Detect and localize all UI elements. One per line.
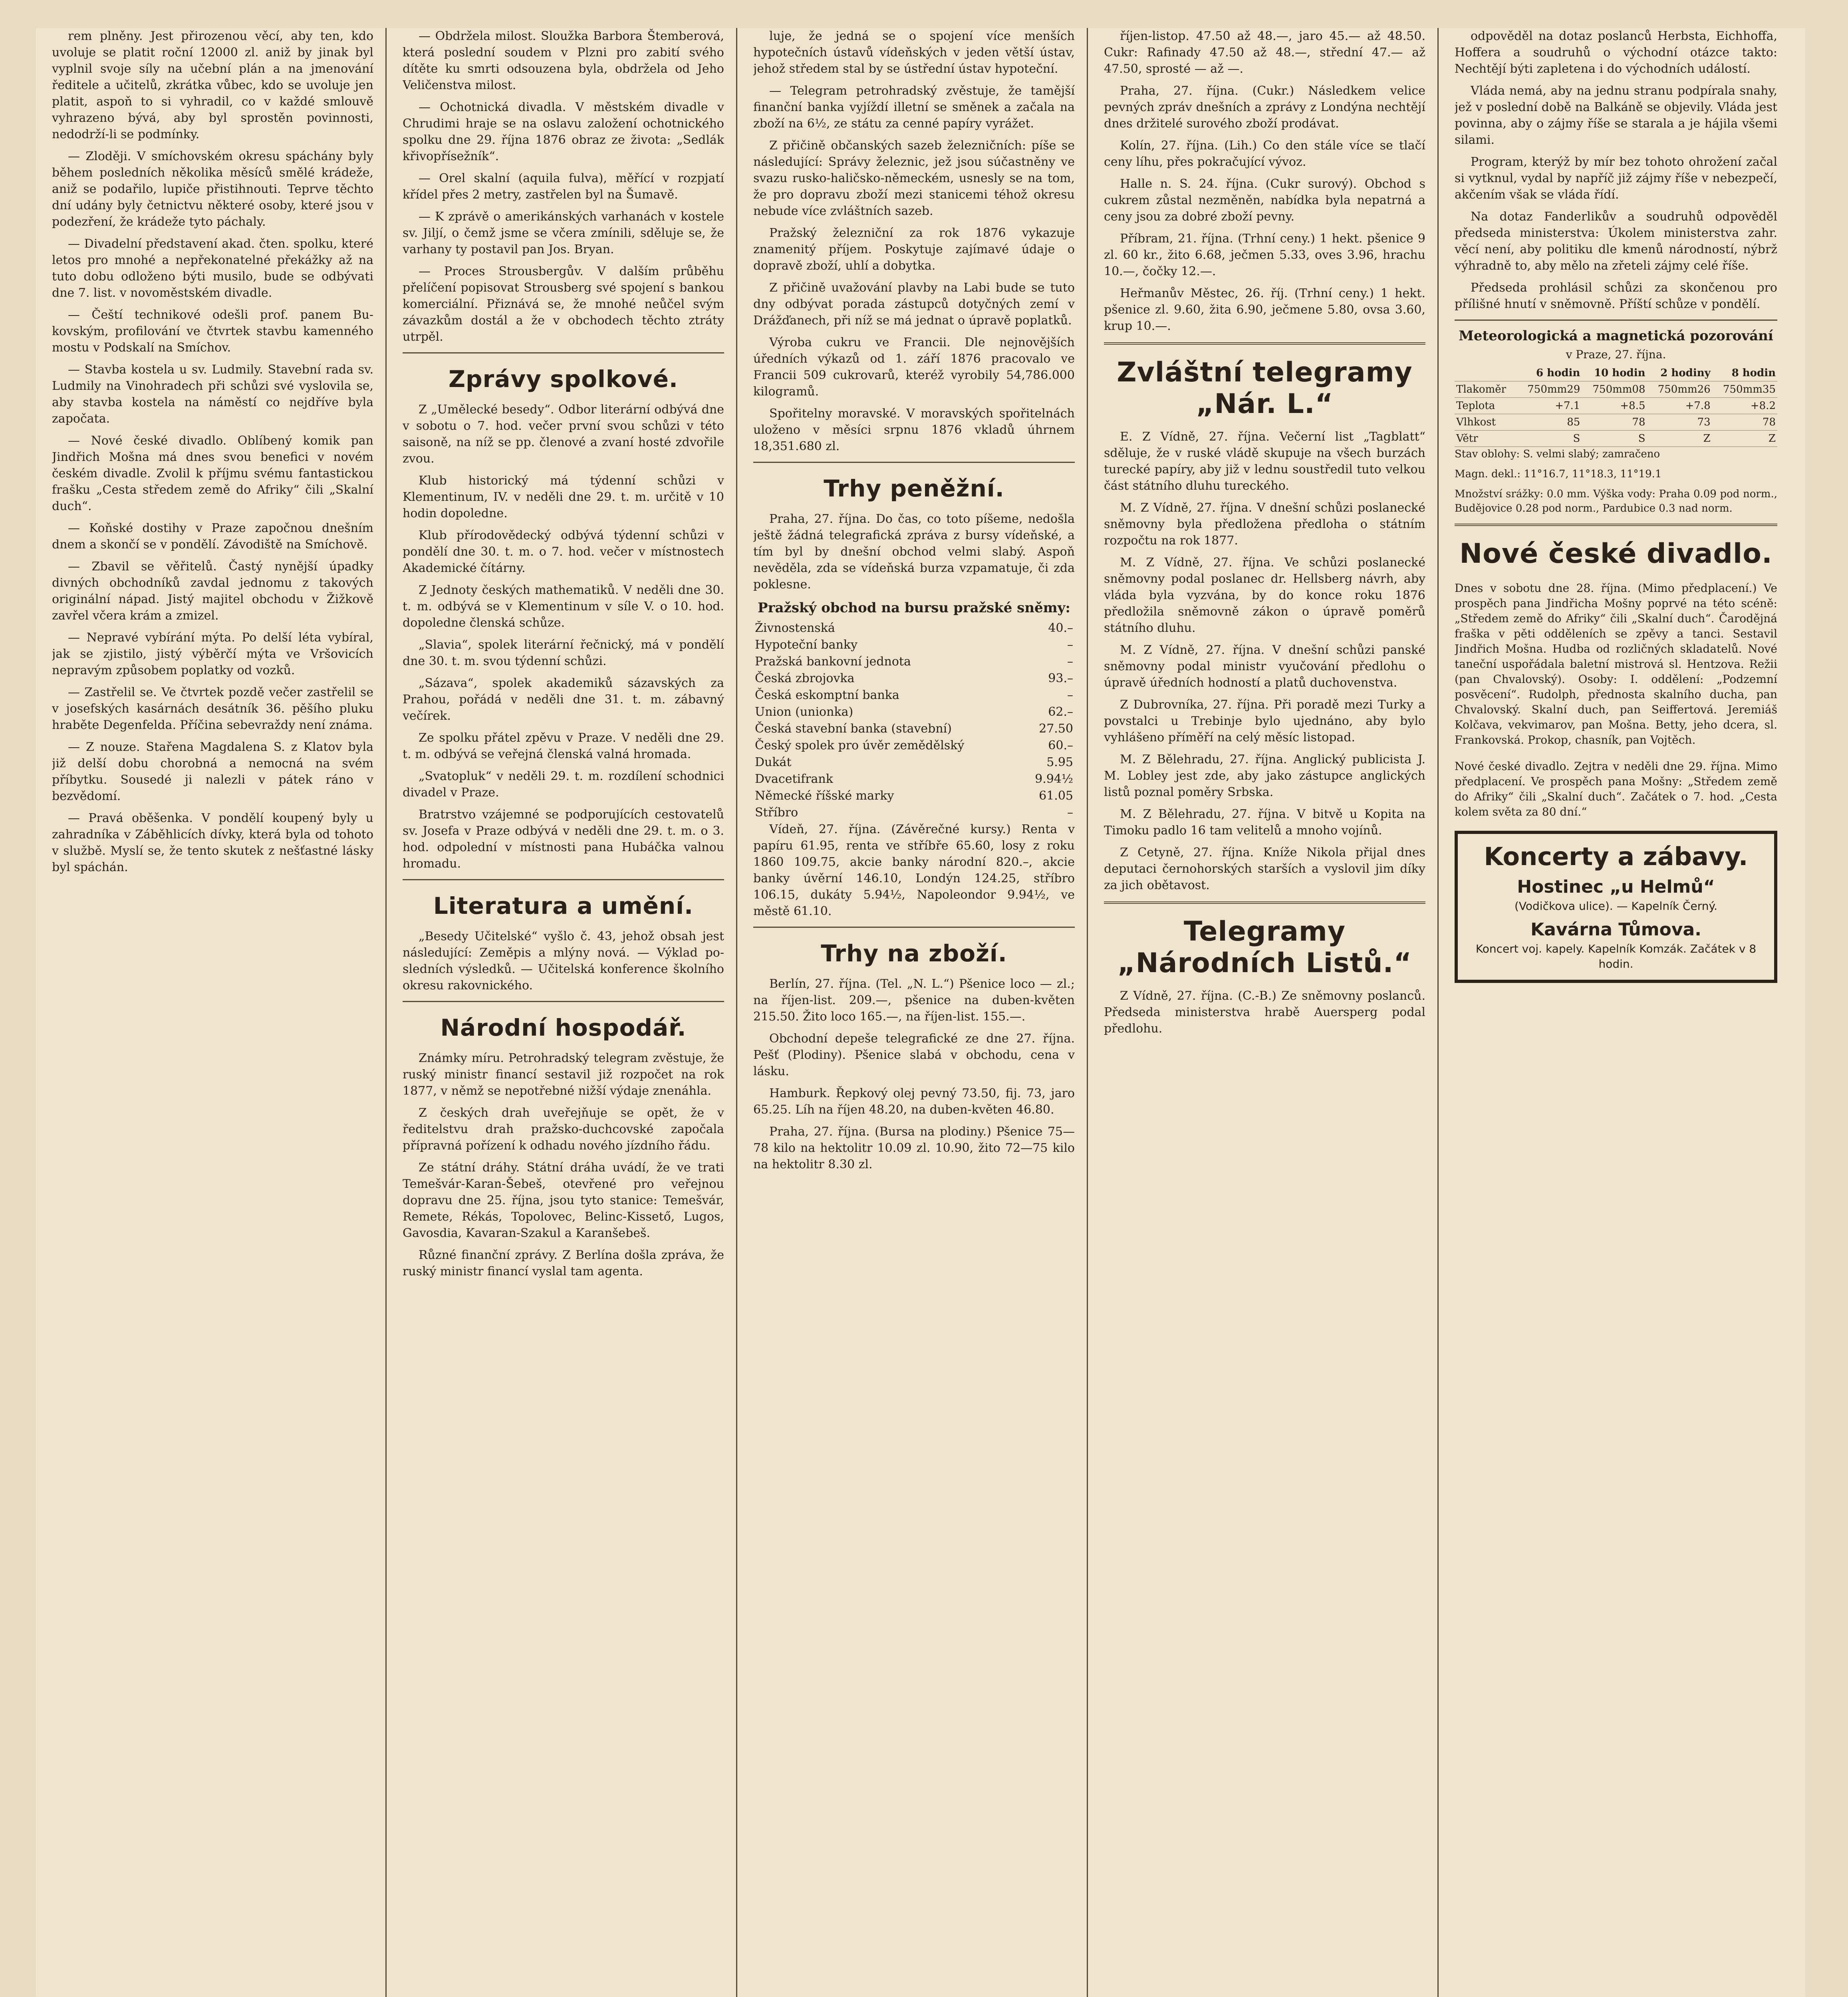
meteo-cell: Teplota: [1455, 398, 1517, 414]
market-row: [753, 637, 1075, 653]
article-text: M. Z Bělehradu, 27. října. V bitvě u Kopita na Timoku padlo 16 tam velitelů a mnoho vojínů.: [1104, 807, 1425, 838]
meteo-cell: S: [1517, 431, 1582, 447]
meteo-cell: 85: [1517, 414, 1582, 431]
market-row: [753, 670, 1075, 687]
meteo-header: 2 hodiny: [1647, 365, 1712, 381]
meteo-cell: Z: [1712, 431, 1777, 447]
market-name: Živnostenská: [755, 621, 835, 635]
article-text: luje, že jedná se o spojení více menších hypotečních ústavů vídeňských v jeden větší ústav, jehož středem stal by se ústřední ústav hypoteční.: [753, 29, 1075, 76]
article-text: — Stavba kostela u sv. Ludmily. Stavební rada sv. Ludmily na Vinohradech při schůzi své vyslovila se, aby stavba kostela na náměstí co nejdříve byla započata.: [52, 363, 373, 426]
article-text: Z Jednoty českých mathematiků. V neděli dne 30. t. m. odbývá se v Klementinum v síle V. o 10. hod. dopoledne členská schůze.: [403, 583, 724, 630]
article-text: Z přičině občanských sazeb železničních: píše se následující: Správy železnic, jež jsou súčastněny ve svazu rusko-haličsko-německém, usnesly se na tom, že pro dopravu zboží mezi stanicemi téhož okresu nebude více zvláštních sazeb.: [753, 139, 1075, 218]
meteo-cell: +8.2: [1712, 398, 1777, 414]
concerts-ad: [1455, 831, 1777, 983]
meteo-place: v Praze, 27. října.: [1566, 348, 1666, 361]
article-text: Z Cetyně, 27. října. Kníže Nikola přijal dnes deputaci černohorských starších a vyslovil jim díky za jich obětavost.: [1104, 846, 1425, 892]
market-row: [753, 788, 1075, 804]
article-text: Praha, 27. října. (Cukr.) Následkem velice pevných zpráv dnešních a zprávy z Londýna nechtějí dnes držitelé surového zboží prodávat.: [1104, 84, 1425, 131]
market-value: 93.–: [1048, 671, 1073, 685]
article-text: Klub historický má týdenní schůzi v Klementinum, IV. v neděli dne 29. t. m. určitě v 10 hodin dopoledne.: [403, 474, 724, 520]
meteo-row: [1455, 414, 1777, 431]
meteo-row: [1455, 431, 1777, 447]
article-text: Program, kterýž by mír bez tohoto ohrožení začal si vytknul, vydal by napříč již zájmy říše v nebezpečí, akčením však se vláda řídí.: [1455, 155, 1777, 202]
article-text: E. Z Vídně, 27. října. Večerní list „Tagblatt“ sděluje, že v ruské vládě skupuje na všech burzách turecké papíry, aby již v lednu soustředil tuto velkou část státního dluhu tureckého.: [1104, 430, 1425, 493]
article-text: Heřmanův Městec, 26. říj. (Trhní ceny.) 1 hekt. pšenice zl. 9.60, žita 6.90, ječmene 5.80, ovsa 3.60, krup 10.—.: [1104, 286, 1425, 333]
article-text: — Čeští technikové odešli prof. panem Bukovským, profilování ve čtvrtek stavbu kamenného mostu v Podskalí na Smíchov.: [52, 308, 373, 355]
market-name: Česká zbrojovka: [755, 671, 855, 685]
article-text: Ze státní dráhy. Státní dráha uvádí, že ve trati Temešvár-Karan-Šebeš, otevřené pro veřejnou dopravu dne 25. října, jsou tyto stanice: Temešvár, Remete, Rékás, Topolovec, Belinc-Kissető, Lugos, Gavosdia, Kavaran-Szakul a Karanšebeš.: [403, 1161, 724, 1240]
article-text: M. Z Vídně, 27. října. V dnešní schůzi poslanecké sněmovny byla předložena předloha o státním rozpočtu na rok 1877.: [1104, 501, 1425, 548]
market-value: –: [1067, 638, 1073, 652]
meteo-cell: 750mm29: [1517, 381, 1582, 398]
column-2: [403, 28, 737, 1997]
article-text: Klub přírodovědecký odbývá týdenní schůzi v pondělí dne 30. t. m. o 7. hod. večer v místnostech Akademické čítárny.: [403, 528, 724, 575]
theatre-program: Dnes v sobotu dne 28. října. (Mimo předplacení.) Ve prospěch pana Jindřicha Mošny poprvé na této scéně: „Středem země do Afriky“ čili „Skalní duch“. Čarodějná fraška v pěti odděleních se zpěvy a tanci. Sestavil Jindřich Mošna. Hudba od rozličných skladatelů. Nové taneční uspořádala baletní mistrová sl. Hentzova. Režii (pan Chvalovský). Osoby: I. oddělení: „Podzemní posvěcení“. Rudolph, přednosta skalního ducha, pan Chvalovský. Skalní duch, pan Seiffertová. Jeremiáš Kolčava, vekvimarov, pan Mošna. Betty, jeho dcera, sl. Frankovská. Prokop, chasník, pan Vojtěch.: [1455, 582, 1777, 746]
meteo-title: Meteorologická a magnetická pozorování: [1459, 328, 1773, 344]
article-text: Obchodní depeše telegrafické ze dne 27. října. Pešť (Plodiny). Pšenice slabá v obchodu, cena v lásku.: [753, 1032, 1075, 1078]
column-5: [1455, 28, 1789, 1997]
market-name: Česká eskomptní banka: [755, 688, 899, 702]
market-row: [753, 737, 1075, 754]
meteo-header: [1455, 365, 1517, 381]
article-text: Příbram, 21. října. (Trhní ceny.) 1 hekt. pšenice 9 zl. 60 kr., žito 6.68, ječmen 5.33, oves 3.96, hrachu 10.—, čočky 12.—.: [1104, 232, 1425, 278]
article-text: Hamburk. Řepkový olej pevný 73.50, fij. 73, jaro 65.25. Líh na říjen 48.20, na duben-květen 46.80.: [753, 1086, 1075, 1117]
market-name: Union (unionka): [755, 705, 854, 719]
divider: [753, 462, 1075, 463]
article-text: Známky míru. Petrohradský telegram zvěstuje, že ruský ministr financí sestavil již rozpočet na rok 1877, v němž se nepotřebné nižší výdaje znenáhla.: [403, 1051, 724, 1098]
section-title: Literatura a umění.: [433, 892, 694, 919]
theatre-next: Nové české divadlo. Zejtra v neděli dne 29. října. Mimo předplacení. Ve prospěch pana Mošny: „Středem země do Afriky“ čili „Skalní duch“. Začátek o 7. hod. „Cesta kolem světa za 80 dní.“: [1455, 760, 1777, 818]
meteo-cell: Tlakoměr: [1455, 381, 1517, 398]
meteo-cell: 750mm08: [1582, 381, 1647, 398]
article-text: Z přičině uvažování plavby na Labi bude se tuto dny odbývat porada zástupců dotyčných zemí v Drážďanech, při níž se má jednat o úpravě poplatků.: [753, 281, 1075, 328]
venue-name: Kavárna Tůmova.: [1530, 919, 1701, 940]
meteo-cell: 750mm26: [1647, 381, 1712, 398]
article-text: — Orel skalní (aquila fulva), měřící v rozpjatí křídel přes 2 metry, zastřelen byl na Šumavě.: [403, 171, 724, 202]
divider: [1455, 320, 1777, 321]
article-text: — Pravá oběšenka. V pondělí koupený byly u zahradníka v Záběhlicích dívky, která byla od tohoto v službě. Myslí se, že tento skutek z nešťastné lásky byl spáchán.: [52, 811, 373, 874]
market-table: [753, 620, 1075, 821]
venue-desc: (Vodičkova ulice). — Kapelník Černý.: [1515, 899, 1717, 913]
market-row: [753, 687, 1075, 704]
article-text: Různé finanční zprávy. Z Berlína došla zpráva, že ruský ministr financí vyslal tam agenta.: [403, 1248, 724, 1278]
market-value: 60.–: [1048, 738, 1073, 752]
meteo-cell: Z: [1647, 431, 1712, 447]
article-text: — Nové české divadlo. Oblíbený komik pan Jindřich Mošna má dnes svou benefici v novém českém divadle. Zvolil k příjmu svému fantastickou frašku „Cesta středem země do Afriky“ čili „Skalní duch“.: [52, 434, 373, 513]
market-row: [753, 754, 1075, 771]
meteo-cell: +8.5: [1582, 398, 1647, 414]
divider: [403, 1001, 724, 1002]
meteo-cell: Větr: [1455, 431, 1517, 447]
divider: [403, 879, 724, 880]
market-name: Hypoteční banky: [755, 638, 858, 652]
meteo-cell: +7.8: [1647, 398, 1712, 414]
section-title: Zvláštní telegramy „Nár. L.“: [1117, 357, 1413, 420]
article-text: — Zbavil se věřitelů. Častý nynější úpadky divných obchodníků zavdal jednomu z takových originální nápad. Jistý majitel obchodu v Žižkově zavřel včera krám a zmizel.: [52, 560, 373, 623]
section-title: Zprávy spolkové.: [449, 365, 678, 393]
article-text: Z Dubrovníka, 27. října. Při poradě mezi Turky a povstalci u Trebinje bylo ujednáno, aby bylo vyhlášeno příměří na celý měsíc listopad.: [1104, 698, 1425, 744]
article-text: Na dotaz Fanderlikův a soudruhů odpověděl předseda ministerstva: Úkolem ministerstva zahr. věcí není, aby politiku dle kmenů národností, nýbrž výhradně to, aby mělo na zřeteli zájmy celé říše.: [1455, 210, 1777, 273]
section-title: Trhy peněžní.: [824, 475, 1004, 502]
meteo-note: Množství srážky: 0.0 mm. Výška vody: Praha 0.09 pod norm., Budějovice 0.28 pod norm., Pardubice 0.3 nad norm.: [1455, 488, 1777, 514]
meteo-cell: Vlhkost: [1455, 414, 1517, 431]
article-text: — Telegram petrohradský zvěstuje, že tamější finanční banka vyjíždí illetní se směnek a začala na zboží na 6½, ze státu za cenné papíry vyrážet.: [753, 84, 1075, 131]
article-text: Výroba cukru ve Francii. Dle nejnovějších úředních výkazů od 1. září 1876 pracovalo ve Francii 509 cukrovarů, kteréž vyrobily 54,786.000 kilogramů.: [753, 335, 1075, 399]
meteo-row: [1455, 398, 1777, 414]
market-value: –: [1067, 806, 1073, 820]
market-row: [753, 804, 1075, 821]
market-name: Pražská bankovní jednota: [755, 655, 911, 669]
article-text: říjen-listop. 47.50 až 48.—, jaro 45.— až 48.50. Cukr: Rafinady 47.50 až 48.—, střední 47.— až 47.50, sprosté — až —.: [1104, 29, 1425, 76]
meteo-cell: 78: [1582, 414, 1647, 431]
article-text: — Z nouze. Stařena Magdalena S. z Klatov byla již delší dobu chorobná a nemocná na svém příbytku. Sousedé ji nalezli v pátek ráno v bezvědomí.: [52, 740, 373, 803]
market-value: 9.94½: [1035, 772, 1073, 786]
meteo-cell: 750mm35: [1712, 381, 1777, 398]
article-text: Praha, 27. října. Do čas, co toto píšeme, nedošla ještě žádná telegrafická zpráva z bursy vídeňské, a tím byl by dnešní obchod velmi slabý. Aspoň nevěděla, zda se vídeňská burza vzpamatuje, či zda poklesne.: [753, 512, 1075, 592]
article-text: M. Z Vídně, 27. října. Ve schůzi poslanecké sněmovny podal poslanec dr. Hellsberg návrh, aby vláda byla vyzvána, by do konce roku 1876 předložila sněmovně zákon o úpravě poměrů státního dluhu.: [1104, 556, 1425, 635]
meteo-cell: +7.1: [1517, 398, 1582, 414]
meteo-cell: S: [1582, 431, 1647, 447]
article-text: — Ochotnická divadla. V městském divadle v Chrudimi hraje se na oslavu založení ochotnického spolku dne 29. října 1876 obraz ze života: „Sedlák křivopřísežník“.: [403, 100, 724, 163]
meteo-row: [1455, 381, 1777, 398]
market-value: –: [1067, 688, 1073, 702]
market-value: 27.50: [1039, 722, 1073, 736]
article-text: Vláda nemá, aby na jednu stranu podpírala snahy, jež v poslední době na Balkáně se objevily. Vláda jest povinna, aby o zájmy říše se starala a je hájila všemi silami.: [1455, 84, 1777, 147]
article-text: Ze spolku přátel zpěvu v Praze. V neděli dne 29. t. m. odbývá se veřejná členská valná hromada.: [403, 731, 724, 761]
market-name: Dukát: [755, 755, 792, 769]
article-text: Halle n. S. 24. října. (Cukr surový). Obchod s cukrem zůstal nezměněn, nabídka byla nepatrná a ceny jsou za dobré zboží pevny.: [1104, 177, 1425, 224]
meteo-note: Stav oblohy: S. velmi slabý; zamračeno: [1455, 448, 1660, 460]
meteo-header: 6 hodin: [1517, 365, 1582, 381]
market-value: 61.05: [1039, 789, 1073, 803]
article-text: — Obdržela milost. Sloužka Barbora Štemberová, která poslední soudem v Plzni pro zabití svého dítěte ku smrti odsouzena byla, obdržela od Jeho Veličenstva milost.: [403, 29, 724, 92]
venue-desc: Koncert voj. kapely. Kapelník Komzák. Začátek v 8 hodin.: [1475, 942, 1757, 971]
section-title: Trhy na zboží.: [821, 940, 1007, 967]
market-row: [753, 653, 1075, 670]
meteo-header: 10 hodin: [1582, 365, 1647, 381]
article-text: — Nepravé vybírání mýta. Po delší léta vybíral, jak se zjistilo, jistý výběrčí mýta ve Vršovicích nepravým způsobem poplatky od vozků.: [52, 631, 373, 677]
article-text: rem plněny. Jest přirozenou věcí, aby ten, kdo uvoluje se platit roční 12000 zl. aniž by jinak byl vyplnil svoje síly na učební plán a na jmenování ředitele a učitelů, zkrátka vůbec, kdo se uvoluje jen platit, aspoň to si vyhradil, co v každé smlouvě vyhrazeno bývá, aby byl sprostěn povinnosti, nedodrží-li se podmínky.: [52, 29, 373, 141]
market-name: Dvacetifrank: [755, 772, 833, 786]
article-text: — Zloději. V smíchovském okresu spáchány byly během posledních několika měsíců smělé krádeže, aniž se podařilo, lupiče přistihnouti. Teprve těchto dní udány byly četnictvu některé osoby, které jsou v podezření, že krádeže tyto páchaly.: [52, 149, 373, 229]
article-text: Z „Umělecké besedy“. Odbor literární odbývá dne v sobotu o 7. hod. večer první svou schůzi v této saisoně, na níž se pp. členové a zvaní hosté zdvořile zvou.: [403, 403, 724, 466]
article-text: „Slavia“, spolek literární řečnický, má v pondělí dne 30. t. m. svou týdenní schůzi.: [403, 638, 724, 668]
article-text: Spořitelny moravské. V moravských spořitelnách uloženo v měsíci srpnu 1876 vkladů úhrnem 18,351.680 zl.: [753, 407, 1075, 453]
section-title: Telegramy „Národních Listů.“: [1117, 916, 1412, 979]
divider: [1104, 901, 1425, 904]
divider: [1104, 342, 1425, 345]
article-text: Z českých drah uveřejňuje se opět, že v ředitelstvu drah pražsko-duchcovské započala přípravná pořízení k odhadu nového jízdního řádu.: [403, 1106, 724, 1153]
market-value: 62.–: [1048, 705, 1073, 719]
divider: [403, 352, 724, 353]
article-text: — K zprávě o amerikánských varhanách v kostele sv. Jiljí, o čemž jsme se včera zmínili, sděluje se, že varhany ty postavil pan Jos. Bryan.: [403, 210, 724, 256]
column-4: [1104, 28, 1439, 1997]
market-row: [753, 771, 1075, 788]
theatre-title: Nové české divadlo.: [1459, 538, 1773, 570]
article-text: M. Z Vídně, 27. října. V dnešní schůzi panské sněmovny podal ministr vyučování předlohu o úpravě úředních hodností a platů duchovenstva.: [1104, 643, 1425, 690]
article-text: „Svatopluk“ v neděli 29. t. m. rozdílení schodnici divadel v Praze.: [403, 769, 724, 800]
divider: [753, 927, 1075, 928]
article-text: Vídeň, 27. října. (Závěrečné kursy.) Renta v papíru 61.95, renta ve stříbře 65.60, losy z roku 1860 109.75, akcie banky národní 820.–, akcie banky úvěrní 146.10, Londýn 124.25, stříbro 106.15, dukáty 5.94½, Napoleondor 9.94½, ve městě 61.10.: [753, 822, 1075, 918]
market-name: Česká stavební banka (stavební): [755, 722, 952, 736]
newspaper-page: [36, 28, 1805, 1997]
article-text: — Divadelní představení akad. čten. spolku, které letos pro mnohé a nepřekonatelné překážky až na tuto dobu odloženo býti musilo, bude se odbývati dne 7. list. v novoměstském divadle.: [52, 237, 373, 300]
article-text: — Proces Strousbergův. V dalším průběhu přelíčení popisovat Strousberg své spojení s bankou komerciální. Přiznává se, že mnohé neůčel svým závazkům dostál a že v obchodech těchto ztráty utrpěl.: [403, 264, 724, 344]
article-text: Praha, 27. října. (Bursa na plodiny.) Pšenice 75—78 kilo na hektolitr 10.09 zl. 10.90, žito 72—75 kilo na hektolitr 8.30 zl.: [753, 1125, 1075, 1171]
article-text: „Sázava“, spolek akademiků sázavských za Prahou, pořádá v neděli dne 31. t. m. zábavný večírek.: [403, 676, 724, 723]
article-text: Z Vídně, 27. října. (C.-B.) Ze sněmovny poslanců. Předseda ministerstva hrabě Auersperg podal předlohu.: [1104, 989, 1425, 1036]
article-text: Bratrstvo vzájemné se podporujících cestovatelů sv. Josefa v Praze odbývá v neděli dne 29. t. m. o 3. hod. odpolední v místnosti pana Hubáčka valnou hromadu.: [403, 808, 724, 871]
market-name: Český spolek pro úvěr zemědělský: [755, 738, 965, 752]
article-text: — Zastřelil se. Ve čtvrtek pozdě večer zastřelil se v josefských kasárnách desátník 36. pěšího pluku hraběte Degenfelda. Příčina sebevraždy není známa.: [52, 685, 373, 732]
ad-title: Koncerty a zábavy.: [1484, 842, 1748, 871]
article-text: odpověděl na dotaz poslanců Herbsta, Eichhoffa, Hoffera a soudruhů o východní otázce takto: Nechtějí býti zapletena i do východních událostí.: [1455, 29, 1777, 76]
section-title: Národní hospodář.: [440, 1014, 687, 1041]
article-text: Předseda prohlásil schůzi za skončenou pro přílišné hnutí v sněmovně. Příští schůze v pondělí.: [1455, 281, 1777, 311]
market-name: Německé říšské marky: [755, 789, 894, 803]
article-text: Berlín, 27. října. (Tel. „N. L.“) Pšenice loco — zl.; na říjen-list. 209.—, pšenice na duben-květen 215.50. Žito loco 165.—, na říjen-list. 155.—.: [753, 977, 1075, 1024]
article-text: Pražský železniční za rok 1876 vykazuje znamenitý příjem. Poskytuje zajímavé údaje o dopravě zboží, uhlí a dobytka.: [753, 226, 1075, 273]
article-text: M. Z Bělehradu, 27. října. Anglický publicista J. M. Lobley jest zde, aby jako zástupce anglických listů poznal poměry Srbska.: [1104, 752, 1425, 799]
market-value: 5.95: [1046, 755, 1073, 769]
market-value: –: [1067, 655, 1073, 669]
meteo-header: 8 hodin: [1712, 365, 1777, 381]
columns: [52, 28, 1789, 1997]
market-row: [753, 704, 1075, 721]
market-row: [753, 721, 1075, 737]
meteo-cell: 78: [1712, 414, 1777, 431]
meteo-note: Magn. dekl.: 11°16.7, 11°18.3, 11°19.1: [1455, 468, 1662, 480]
market-row: [753, 620, 1075, 637]
column-1: [52, 28, 387, 1997]
article-text: — Koňské dostihy v Praze započnou dnešním dnem a skončí se v pondělí. Závodiště na Smíchově.: [52, 521, 373, 552]
market-name: Stříbro: [755, 806, 798, 820]
meteo-cell: 73: [1647, 414, 1712, 431]
article-text: Kolín, 27. října. (Lih.) Co den stále více se tlačí ceny líhu, přes pokračující vývoz.: [1104, 139, 1425, 169]
market-value: 40.–: [1048, 621, 1073, 635]
market-title: Pražský obchod na bursu pražské sněmy:: [758, 600, 1070, 616]
venue-name: Hostinec „u Helmů“: [1517, 877, 1715, 897]
meteo-table: [1455, 365, 1777, 447]
column-3: [753, 28, 1088, 1997]
article-text: „Besedy Učitelské“ vyšlo č. 43, jehož obsah jest následující: Zeměpis a mlýny nová. — Výklad posledních výsledků. — Učitelská konference školního okresu rakovnického.: [403, 929, 724, 993]
divider: [1455, 524, 1777, 526]
